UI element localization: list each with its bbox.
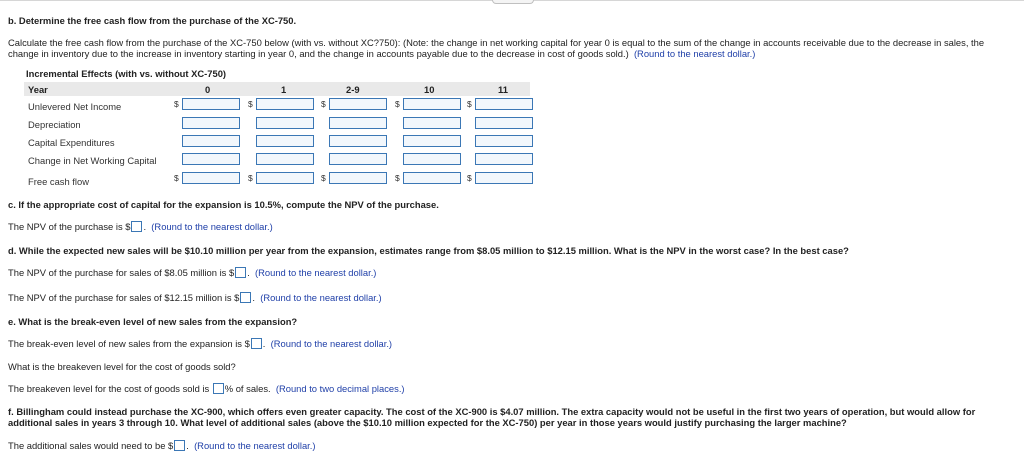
- part-e-cogs-line: [8, 383, 405, 394]
- input-free-cash-flow-year-0[interactable]: [182, 172, 240, 184]
- input-capex-year-10[interactable]: [403, 135, 461, 147]
- part-e-cogs-prompt: The breakeven level for the cost of goods sold is: [8, 383, 210, 394]
- input-depreciation-year-0[interactable]: [182, 117, 240, 129]
- part-f-hint: (Round to the nearest dollar.): [194, 440, 316, 451]
- dollar-sign: $: [248, 173, 253, 183]
- part-f-heading: f. Billingham could instead purchase the XC-900, which offers even greater capacity. The cost of the XC-900 is $4.07 million. The extra capacity would not be useful in the first two years of operation, but would allow for additional sales in years 3 through 10. What level of additional sales (above the $10.10 million expected for the XC-750) per year in those years would justify purchasing the larger machine?: [8, 406, 976, 428]
- dollar-sign: $: [174, 173, 179, 183]
- input-capex-year-2-9[interactable]: [329, 135, 387, 147]
- input-change-nwc-year-1[interactable]: [256, 153, 314, 165]
- part-d-best-prompt: The NPV of the purchase for sales of $12.15 million is $: [8, 292, 240, 303]
- dollar-sign: $: [174, 99, 179, 109]
- input-unlevered-net-income-year-1[interactable]: [256, 98, 314, 110]
- input-change-nwc-year-10[interactable]: [403, 153, 461, 165]
- input-change-nwc-year-2-9[interactable]: [329, 153, 387, 165]
- dollar-sign: $: [467, 99, 472, 109]
- dollar-sign: $: [467, 173, 472, 183]
- input-unlevered-net-income-year-11[interactable]: [475, 98, 533, 110]
- part-d-worst-line: The NPV of the purchase for sales of $8.05 million is $ . (Round to the nearest dollar.): [8, 267, 377, 278]
- table-title: Incremental Effects (with vs. without XC-750): [26, 68, 227, 79]
- part-e-heading: e. What is the break-even level of new sales from the expansion?: [8, 316, 298, 327]
- input-unlevered-net-income-year-2-9[interactable]: [329, 98, 387, 110]
- part-b-heading: b. Determine the free cash flow from the purchase of the XC-750.: [8, 15, 297, 26]
- input-unlevered-net-income-year-10[interactable]: [403, 98, 461, 110]
- part-f-prompt: The additional sales would need to be $: [8, 440, 174, 451]
- part-d-worst-prompt: The NPV of the purchase for sales of $8.05 million is $: [8, 267, 235, 278]
- col-header-10: 10: [424, 84, 435, 95]
- row-label-capital-expenditures: Capital Expenditures: [28, 137, 115, 148]
- input-depreciation-year-2-9[interactable]: [329, 117, 387, 129]
- npv-worst-case-input[interactable]: [235, 267, 246, 278]
- col-header-year: Year: [28, 84, 48, 95]
- row-label-unlevered-net-income: Unlevered Net Income: [28, 101, 122, 112]
- input-depreciation-year-1[interactable]: [256, 117, 314, 129]
- part-b-instructions: [8, 37, 1014, 59]
- input-capex-year-11[interactable]: [475, 135, 533, 147]
- part-e-cogs-question: What is the breakeven level for the cost of goods sold?: [8, 361, 236, 372]
- input-depreciation-year-10[interactable]: [403, 117, 461, 129]
- input-change-nwc-year-11[interactable]: [475, 153, 533, 165]
- dollar-sign: $: [395, 173, 400, 183]
- collapse-handle[interactable]: [492, 0, 534, 4]
- part-e-cogs-suffix: % of sales.: [224, 383, 271, 394]
- part-e-cogs-hint: (Round to two decimal places.): [275, 383, 405, 394]
- input-free-cash-flow-year-1[interactable]: [256, 172, 314, 184]
- table-header: [24, 82, 530, 96]
- input-depreciation-year-11[interactable]: [475, 117, 533, 129]
- input-free-cash-flow-year-2-9[interactable]: [329, 172, 387, 184]
- row-label-free-cash-flow: Free cash flow: [28, 176, 89, 187]
- col-header-11: 11: [498, 84, 508, 95]
- dollar-sign: $: [395, 99, 400, 109]
- part-d-heading: d. While the expected new sales will be $10.10 million per year from the expansion, estimates range from $8.05 million to $12.15 million. What is the NPV in the worst case? In the best case?: [8, 245, 849, 256]
- additional-sales-input[interactable]: [174, 440, 185, 451]
- npv-best-case-input[interactable]: [240, 292, 251, 303]
- part-c-line: The NPV of the purchase is $ . (Round to the nearest dollar.): [8, 221, 273, 232]
- part-e-sales-line: The break-even level of new sales from the expansion is $ . (Round to the nearest dollar.): [8, 338, 393, 349]
- input-capex-year-1[interactable]: [256, 135, 314, 147]
- part-e-sales-prompt: The break-even level of new sales from the expansion is $: [8, 338, 250, 349]
- part-c-prompt: The NPV of the purchase is $: [8, 221, 131, 232]
- breakeven-cogs-input[interactable]: [213, 383, 224, 394]
- input-unlevered-net-income-year-0[interactable]: [182, 98, 240, 110]
- input-change-nwc-year-0[interactable]: [182, 153, 240, 165]
- input-free-cash-flow-year-10[interactable]: [403, 172, 461, 184]
- col-header-2-9: 2-9: [346, 84, 360, 95]
- breakeven-sales-input[interactable]: [251, 338, 262, 349]
- dollar-sign: $: [321, 173, 326, 183]
- part-b-instructions-text: Calculate the free cash flow from the purchase of the XC-750 below (with vs. without XC?750): (Note: the change in net working capital for year 0 is equal to the sum of the change in accounts receivable due to the decrease in sales, the change in inventory due to the increase in inventory starting in year 0, and the change in accounts payable due to the decrease in cost of goods sold.): [8, 37, 985, 59]
- part-b-hint: (Round to the nearest dollar.): [633, 48, 756, 59]
- part-d-best-line: The NPV of the purchase for sales of $12.15 million is $ . (Round to the nearest dollar.): [8, 292, 382, 303]
- part-c-heading: c. If the appropriate cost of capital for the expansion is 10.5%, compute the NPV of the purchase.: [8, 199, 439, 210]
- col-header-0: 0: [205, 84, 211, 95]
- dollar-sign: $: [248, 99, 253, 109]
- part-e-sales-hint: (Round to the nearest dollar.): [270, 338, 393, 349]
- row-label-change-nwc: Change in Net Working Capital: [28, 155, 157, 166]
- dollar-sign: $: [321, 99, 326, 109]
- npv-input[interactable]: [131, 221, 142, 232]
- part-d-worst-hint: (Round to the nearest dollar.): [255, 267, 377, 278]
- col-header-1: 1: [281, 84, 287, 95]
- input-free-cash-flow-year-11[interactable]: [475, 172, 533, 184]
- row-label-depreciation: Depreciation: [28, 119, 81, 130]
- part-c-hint: (Round to the nearest dollar.): [151, 221, 273, 232]
- part-f-line: The additional sales would need to be $ . (Round to the nearest dollar.): [8, 440, 316, 451]
- input-capex-year-0[interactable]: [182, 135, 240, 147]
- part-d-best-hint: (Round to the nearest dollar.): [260, 292, 382, 303]
